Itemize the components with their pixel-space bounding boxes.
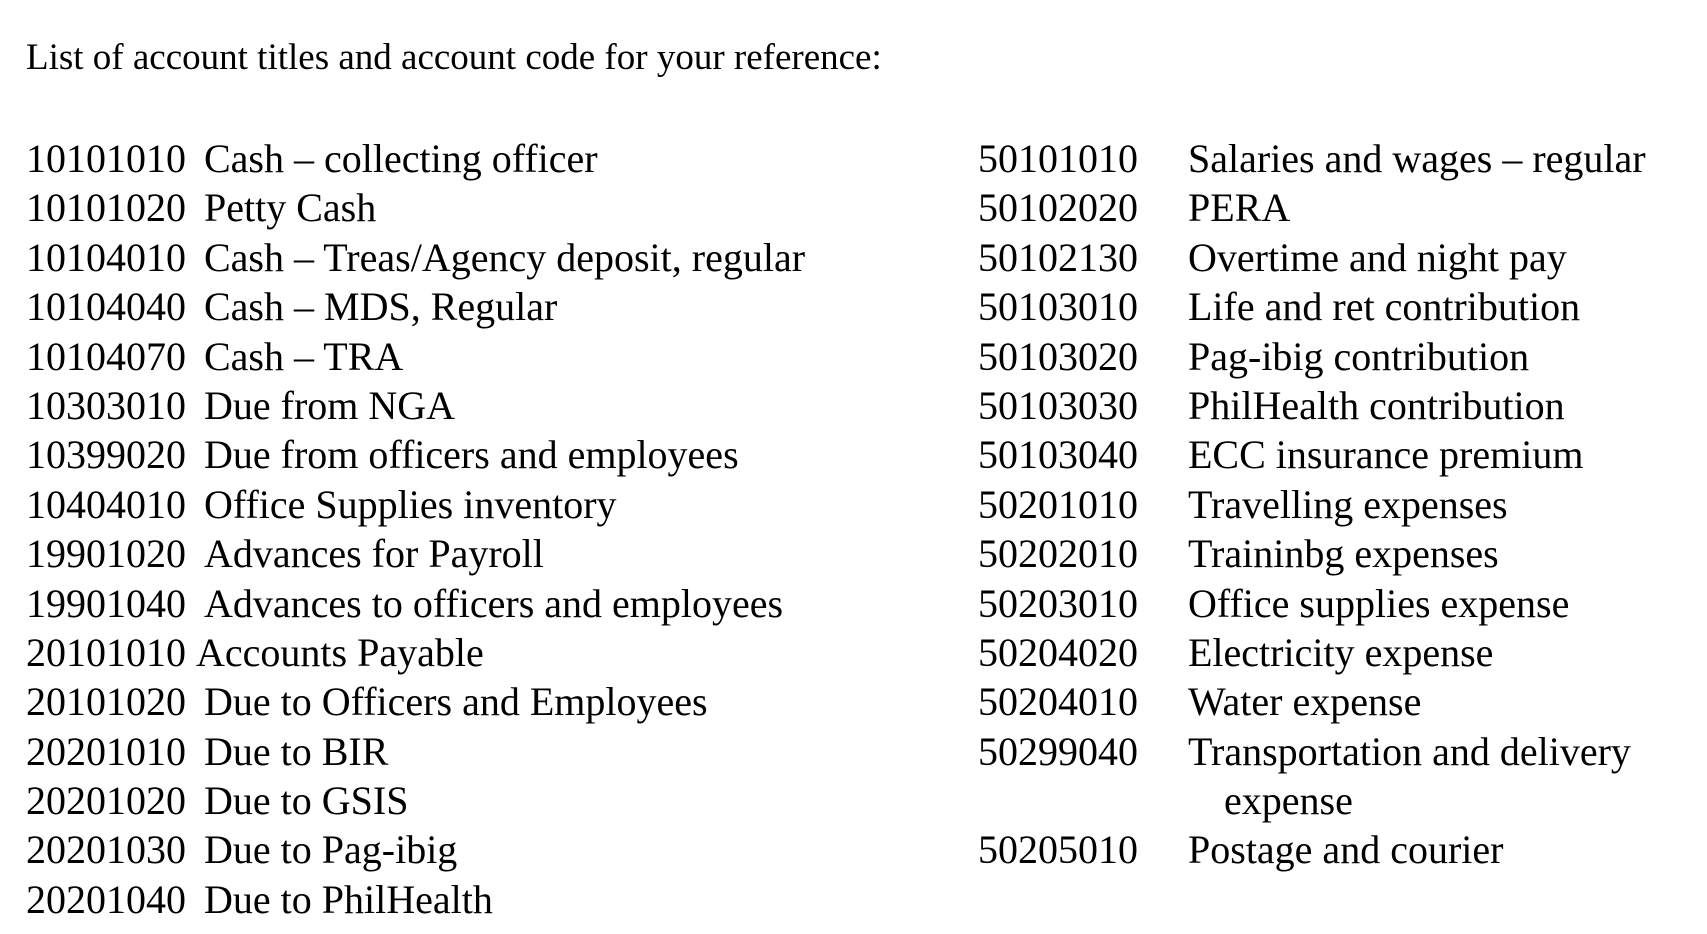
right-account-list xyxy=(978,134,1646,875)
account-title: Postage and courier xyxy=(1188,827,1504,873)
account-title: Accounts Payable xyxy=(196,629,484,675)
account-title: Due to GSIS xyxy=(204,778,409,824)
account-row xyxy=(978,332,1646,381)
account-code: 10104010 xyxy=(26,234,186,280)
account-title: Petty Cash xyxy=(204,185,377,231)
account-row xyxy=(978,282,1646,331)
account-row xyxy=(978,529,1646,578)
account-code: 50299040 xyxy=(978,728,1138,774)
account-row xyxy=(26,381,805,430)
account-row xyxy=(978,430,1646,479)
account-code: 50103030 xyxy=(978,382,1138,428)
account-title: Cash – Treas/Agency deposit, regular xyxy=(204,234,806,280)
account-row xyxy=(26,332,805,381)
account-code: 10404010 xyxy=(26,481,186,527)
account-row xyxy=(978,677,1646,726)
account-title: Transportation and delivery xyxy=(1188,728,1631,774)
account-code: 10101010 xyxy=(26,136,186,181)
account-title: Cash – MDS, Regular xyxy=(204,284,558,330)
account-code: 50102020 xyxy=(978,185,1138,231)
account-row xyxy=(978,480,1646,529)
account-code: 20201040 xyxy=(26,876,186,922)
account-row xyxy=(26,282,805,331)
account-code: 50103020 xyxy=(978,333,1138,379)
account-title: Salaries and wages – regular xyxy=(1188,136,1646,181)
account-row xyxy=(978,233,1646,282)
account-code: 10104040 xyxy=(26,284,186,330)
account-code: 50203010 xyxy=(978,580,1138,626)
account-code: 50103040 xyxy=(978,432,1138,478)
left-account-list xyxy=(26,134,805,924)
page-heading: List of account titles and account code for your reference: xyxy=(26,37,882,78)
account-title: Travelling expenses xyxy=(1188,481,1508,527)
account-row xyxy=(978,381,1646,430)
account-row xyxy=(978,628,1646,677)
account-title: Due to Officers and Employees xyxy=(204,679,708,725)
account-title: PhilHealth contribution xyxy=(1188,382,1565,428)
account-code: 50102130 xyxy=(978,234,1138,280)
account-code: 20201020 xyxy=(26,778,186,824)
account-code: 19901020 xyxy=(26,531,186,577)
account-row xyxy=(26,727,805,776)
account-row xyxy=(26,776,805,825)
account-title: Traininbg expenses xyxy=(1188,531,1499,577)
account-title: Due from officers and employees xyxy=(204,432,739,478)
account-title: Due to Pag-ibig xyxy=(204,827,458,873)
account-row xyxy=(26,480,805,529)
account-code: 20201030 xyxy=(26,827,186,873)
account-code: 10101020 xyxy=(26,185,186,231)
account-title-continuation: expense xyxy=(1224,778,1353,824)
account-row xyxy=(26,430,805,479)
account-title: Office supplies expense xyxy=(1188,580,1570,626)
account-title: Due to PhilHealth xyxy=(204,876,493,922)
account-code: 50101010 xyxy=(978,136,1138,181)
account-row xyxy=(26,134,805,183)
account-code: 50205010 xyxy=(978,827,1138,873)
account-title: Electricity expense xyxy=(1188,629,1494,675)
account-title: Overtime and night pay xyxy=(1188,234,1567,280)
account-title: ECC insurance premium xyxy=(1188,432,1584,478)
account-code: 50103010 xyxy=(978,284,1138,330)
account-code: 19901040 xyxy=(26,580,186,626)
account-row xyxy=(26,875,805,924)
account-row xyxy=(26,579,805,628)
account-code: 20101020 xyxy=(26,679,186,725)
account-row xyxy=(26,233,805,282)
account-row xyxy=(978,579,1646,628)
account-title: Due from NGA xyxy=(204,382,456,428)
account-code: 10399020 xyxy=(26,432,186,478)
account-title: Advances for Payroll xyxy=(204,531,544,577)
account-row xyxy=(978,134,1646,183)
account-title: Advances to officers and employees xyxy=(204,580,784,626)
account-title: Life and ret contribution xyxy=(1188,284,1581,330)
account-title: Water expense xyxy=(1188,679,1422,725)
account-row xyxy=(26,529,805,578)
account-title: Cash – collecting officer xyxy=(204,136,598,181)
account-row xyxy=(26,825,805,874)
account-title: Due to BIR xyxy=(204,728,389,774)
account-row xyxy=(26,183,805,232)
account-row xyxy=(26,628,805,677)
account-title: Pag-ibig contribution xyxy=(1188,333,1530,379)
account-code: 20201010 xyxy=(26,728,186,774)
account-code: 10303010 xyxy=(26,382,186,428)
account-row xyxy=(978,727,1646,776)
account-code: 50204020 xyxy=(978,629,1138,675)
account-code: 50204010 xyxy=(978,679,1138,725)
account-code: 20101010 xyxy=(26,629,186,675)
account-title: Office Supplies inventory xyxy=(204,481,617,527)
account-title: PERA xyxy=(1188,185,1291,231)
account-code: 50202010 xyxy=(978,531,1138,577)
account-code: 50201010 xyxy=(978,481,1138,527)
account-row xyxy=(978,825,1646,874)
account-row xyxy=(26,677,805,726)
account-code: 10104070 xyxy=(26,333,186,379)
account-title: Cash – TRA xyxy=(204,333,404,379)
account-row xyxy=(978,183,1646,232)
